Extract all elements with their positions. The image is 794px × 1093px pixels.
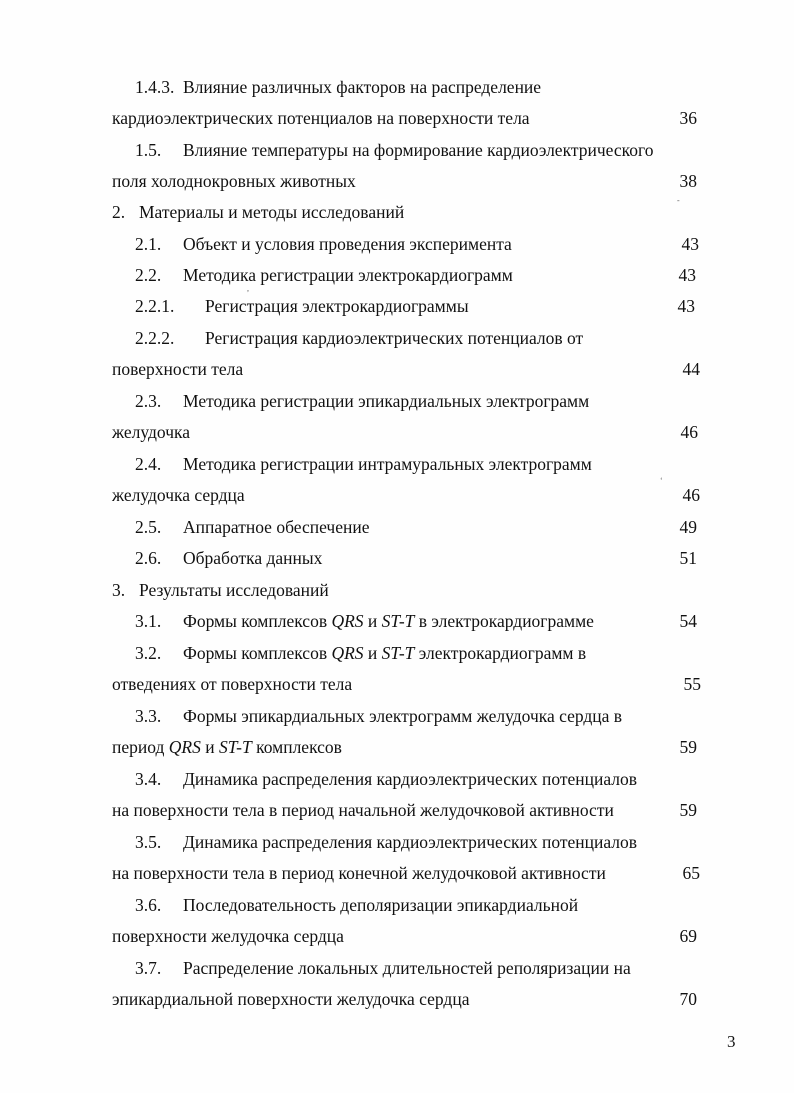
- toc-line: [0, 231, 794, 257]
- scan-speck: -: [677, 196, 680, 205]
- toc-line: [0, 860, 794, 886]
- toc-line: [0, 356, 794, 382]
- toc-number: 2.5.: [135, 517, 162, 537]
- toc-line: [0, 829, 794, 855]
- toc-number: 2.3.: [135, 391, 162, 411]
- toc-title: Результаты исследований: [139, 580, 329, 600]
- toc-line: [0, 545, 794, 571]
- toc-title: Объект и условия проведения эксперимента: [183, 234, 512, 254]
- toc-title-italic: ST-T: [218, 737, 252, 757]
- toc-title: Регистрация электрокардиограммы: [205, 296, 469, 316]
- toc-title-part: Формы комплексов: [183, 643, 332, 663]
- toc-line: [0, 608, 794, 634]
- toc-number: 3.3.: [135, 706, 162, 726]
- page-number: 3: [727, 1032, 736, 1051]
- toc-line: [0, 451, 794, 477]
- toc-number: 3.2.: [135, 643, 162, 663]
- toc-title-italic: QRS: [168, 737, 201, 757]
- toc-number: 2.2.2.: [135, 328, 175, 348]
- toc-number: 3.6.: [135, 895, 162, 915]
- toc-title: Влияние температуры на формирование кардиоэлектрического: [183, 140, 654, 160]
- toc-title: поля холоднокровных животных: [112, 171, 356, 191]
- toc-title: [183, 640, 586, 666]
- toc-page: 49: [679, 517, 697, 537]
- toc-title-italic: QRS: [331, 643, 364, 663]
- toc-title: Методика регистрации интрамуральных электрограмм: [183, 454, 592, 474]
- toc-page: 43: [677, 296, 695, 316]
- toc-line: [0, 293, 794, 319]
- toc-line: [0, 703, 794, 729]
- toc-title: Динамика распределения кардиоэлектрических потенциалов: [183, 769, 638, 789]
- toc-page: 44: [682, 359, 700, 379]
- toc-page: 36: [679, 108, 697, 128]
- toc-title-part: в электрокардиограмме: [414, 611, 594, 631]
- toc-page: 55: [683, 674, 701, 694]
- toc-title: отведениях от поверхности тела: [112, 674, 353, 694]
- toc-number: 2.2.: [135, 265, 162, 285]
- toc-number: 2.2.1.: [135, 296, 175, 316]
- toc-title-italic: ST-T: [381, 611, 415, 631]
- toc-title: желудочка сердца: [112, 485, 245, 505]
- toc-title-part: период: [112, 737, 169, 757]
- toc-number: 3.1.: [135, 611, 162, 631]
- toc-title: Формы эпикардиальных электрограмм желудочка сердца в: [183, 706, 623, 726]
- toc-title: на поверхности тела в период конечной желудочковой активности: [112, 863, 606, 883]
- toc-title-italic: ST-T: [381, 643, 415, 663]
- toc-title: Динамика распределения кардиоэлектрических потенциалов: [183, 832, 638, 852]
- scan-speck: ,: [247, 284, 249, 293]
- toc-page: 65: [682, 863, 700, 883]
- toc-line: [0, 199, 794, 225]
- toc-line: [0, 168, 794, 194]
- toc-number: 3.4.: [135, 769, 162, 789]
- toc-title: на поверхности тела в период начальной желудочковой активности: [112, 800, 614, 820]
- toc-title-part: и: [363, 611, 382, 631]
- toc-line: [0, 577, 794, 603]
- toc-line: [0, 419, 794, 445]
- toc-page: 43: [678, 265, 696, 285]
- toc-title: [112, 734, 342, 760]
- toc-title-part: Формы комплексов: [183, 611, 332, 631]
- toc-title: Регистрация кардиоэлектрических потенциалов от: [205, 328, 584, 348]
- toc-number: 2.: [112, 202, 126, 222]
- toc-title-italic: QRS: [331, 611, 364, 631]
- toc-line: [0, 640, 794, 666]
- toc-number: 1.5.: [135, 140, 162, 160]
- toc-title: Методика регистрации эпикардиальных электрограмм: [183, 391, 590, 411]
- toc-number: 2.4.: [135, 454, 162, 474]
- toc-number: 2.1.: [135, 234, 162, 254]
- toc-line: [0, 955, 794, 981]
- toc-title-part: комплексов: [251, 737, 342, 757]
- toc-number: 3.7.: [135, 958, 162, 978]
- toc-title: желудочка: [112, 422, 191, 442]
- toc-line: [0, 766, 794, 792]
- toc-line: [0, 923, 794, 949]
- toc-page: 54: [679, 611, 697, 631]
- toc-line: [0, 105, 794, 131]
- toc-page: 70: [679, 989, 697, 1009]
- toc-line: [0, 262, 794, 288]
- toc-page: 59: [679, 800, 697, 820]
- toc-page: 46: [682, 485, 700, 505]
- toc-line: [0, 986, 794, 1012]
- toc-page: 43: [681, 234, 699, 254]
- toc-title: Влияние различных факторов на распределение: [183, 77, 542, 97]
- toc-line: [0, 514, 794, 540]
- toc-page: 51: [679, 548, 697, 568]
- toc-title: поверхности тела: [112, 359, 244, 379]
- toc-page: 69: [679, 926, 697, 946]
- toc-title: Материалы и методы исследований: [139, 202, 405, 222]
- toc-title-part: и: [363, 643, 382, 663]
- toc-title: Обработка данных: [183, 548, 323, 568]
- toc-number: 3.: [112, 580, 126, 600]
- toc-title-part: и: [200, 737, 219, 757]
- toc-line: [0, 892, 794, 918]
- toc-line: [0, 74, 794, 100]
- toc-title: Аппаратное обеспечение: [183, 517, 370, 537]
- toc-title: Последовательность деполяризации эпикардиальной: [183, 895, 579, 915]
- toc-number: 3.5.: [135, 832, 162, 852]
- toc-title: Распределение локальных длительностей реполяризации на: [183, 958, 631, 978]
- toc-line: [0, 734, 794, 760]
- toc-line: [0, 671, 794, 697]
- toc-title-part: электрокардиограмм в: [414, 643, 587, 663]
- toc-line: [0, 797, 794, 823]
- toc-page: 38: [679, 171, 697, 191]
- toc-title: Методика регистрации электрокардиограмм: [183, 265, 513, 285]
- toc-line: [0, 137, 794, 163]
- toc-title: эпикардиальной поверхности желудочка сердца: [112, 989, 470, 1009]
- toc-title: кардиоэлектрических потенциалов на поверхности тела: [112, 108, 530, 128]
- toc-title: [183, 608, 594, 634]
- toc-line: [0, 482, 794, 508]
- toc-number: 1.4.3.: [135, 77, 175, 97]
- toc-number: 2.6.: [135, 548, 162, 568]
- toc-line: [0, 388, 794, 414]
- toc-line: [0, 325, 794, 351]
- toc-page: 46: [680, 422, 698, 442]
- scan-speck: ‘: [660, 476, 663, 485]
- toc-title: поверхности желудочка сердца: [112, 926, 344, 946]
- toc-page: 59: [679, 737, 697, 757]
